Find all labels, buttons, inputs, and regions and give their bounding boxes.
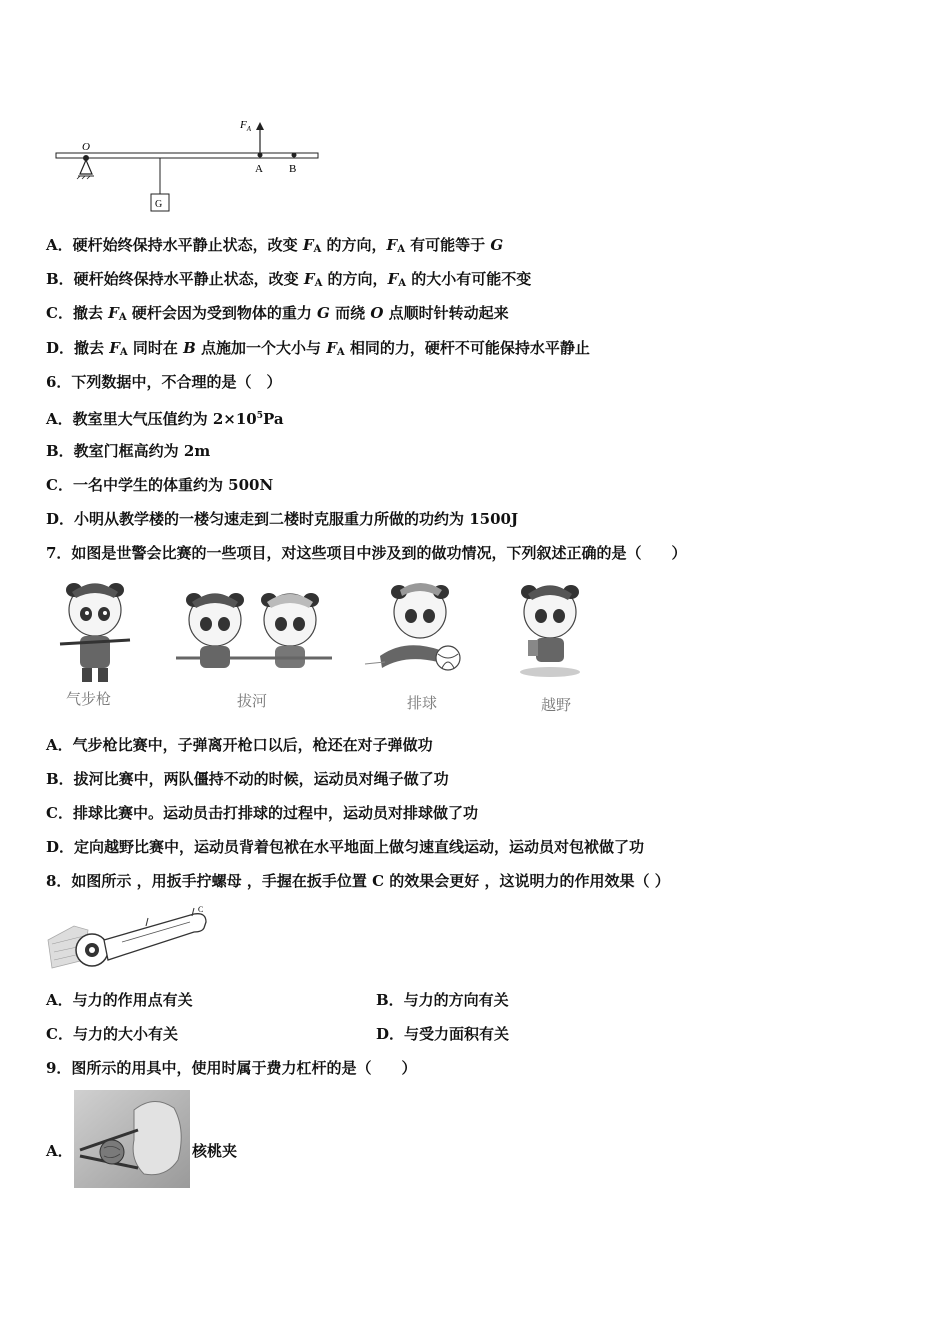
wrench-figure [44,904,214,974]
q5-option-c: C．撤去 $F_A$ 硬杆会因为受到物体的重力 G 而绕 O 点顺时针转动起来 [46,304,509,323]
mascot-cross-country [520,585,580,677]
q7-option-b: B．拔河比赛中，两队僵持不动的时候，运动员对绳子做了功 [46,770,449,788]
mascot-volleyball [365,583,460,670]
caption-rifle: 气步枪 [66,690,112,708]
q8-option-d: D．与受力面积有关 [376,1025,510,1043]
caption-cross-country: 越野 [541,696,572,714]
q8-option-a: A．与力的作用点有关 [46,991,193,1009]
q7-option-c: C．排球比赛中。运动员击打排球的过程中，运动员对排球做了功 [46,804,478,822]
q5-option-d: D．撤去 $F_A$ 同时在 B 点施加一个大小与 $F_A$ 相同的力，硬杆不可能保持水平静止 [46,339,590,358]
sports-mascots-figure [50,578,610,718]
lever-label-a: A [255,163,263,175]
q5-option-b: B．硬杆始终保持水平静止状态，改变 $F_A$ 的方向，$F_A$ 的大小有可能不变 [46,270,532,289]
q6-option-d: D．小明从教学楼的一楼匀速走到二楼时克服重力所做的功约为 1500J [46,510,519,528]
lever-diagram [50,112,330,217]
q7-stem: 7．如图是世警会比赛的一些项目，对这些项目中涉及到的做功情况，下列叙述正确的是（ ） [46,544,687,562]
q7-option-a: A．气步枪比赛中，子弹离开枪口以后，枪还在对子弹做功 [46,736,433,754]
caption-volleyball: 排球 [407,694,438,712]
q6-option-a: A．教室里大气压值约为 $2\times 10^5Pa$ [46,410,284,428]
nutcracker-photo [74,1090,190,1188]
lever-label-g: G [155,199,163,210]
caption-tug-of-war: 拔河 [237,692,268,710]
q6-stem: 6．下列数据中，不合理的是（ ） [46,373,282,391]
lever-label-o: O [82,141,90,153]
q9-option-a-text: 核桃夹 [192,1142,238,1160]
mascot-tug-of-war [176,593,332,668]
q5-option-a: A．硬杆始终保持水平静止状态，改变 $F_A$ 的方向，$F_A$ 有可能等于 G [46,236,504,255]
q7-option-d: D．定向越野比赛中，运动员背着包袱在水平地面上做匀速直线运动，运动员对包袱做了功 [46,838,645,856]
q9-option-a-letter: A． [46,1142,73,1160]
q8-option-c: C．与力的大小有关 [46,1025,178,1043]
lever-label-b: B [289,163,297,175]
q8-option-b: B．与力的方向有关 [376,991,509,1009]
q6-option-b: B．教室门框高约为 2m [46,442,211,460]
q6-option-c: C．一名中学生的体重约为 500N [46,476,274,494]
mascot-rifle [60,583,130,682]
q9-stem: 9．图所示的用具中，使用时属于费力杠杆的是（ ） [46,1059,417,1077]
wrench-label-c: C [198,905,204,914]
q8-stem: 8．如图所示 ，用扳手拧螺母 ，手握在扳手位置 C 的效果会更好 ，这说明力的作用效果（ ） [46,872,670,890]
lever-label-f: $F_A$ [240,119,252,133]
